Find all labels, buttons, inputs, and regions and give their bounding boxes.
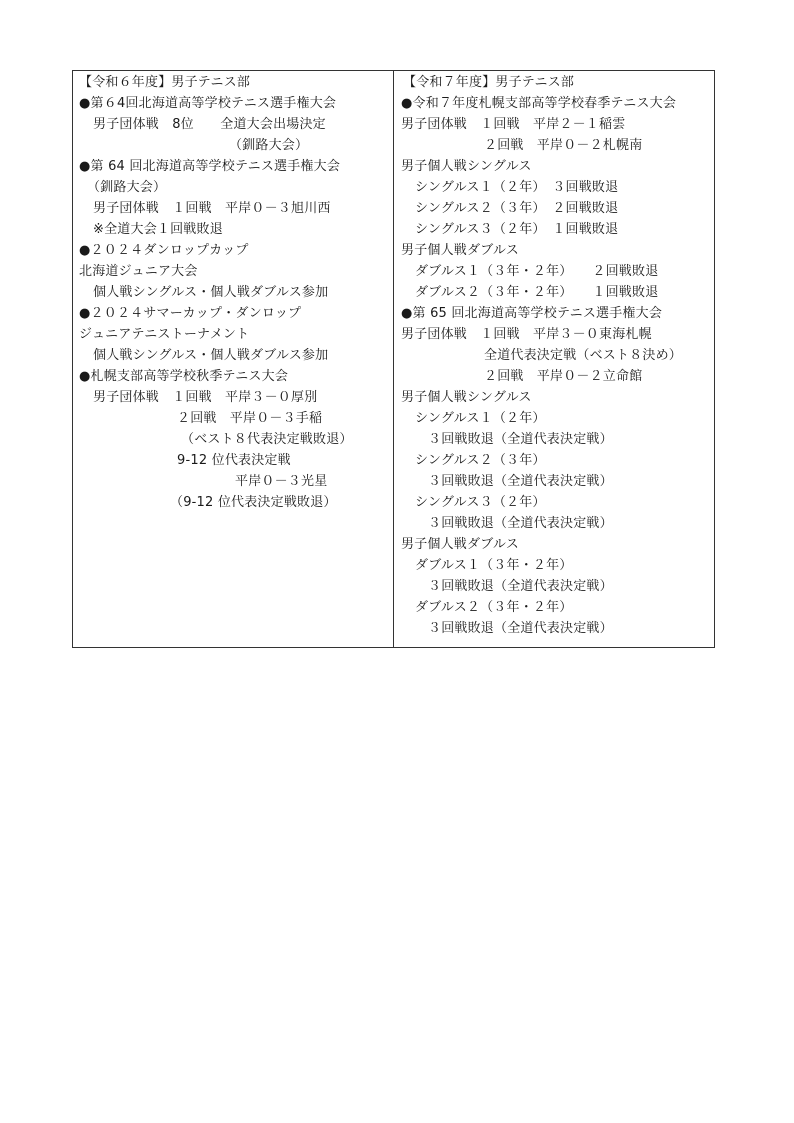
result-line: ダブルス２（３年・２年） １回戦敗退: [415, 285, 659, 300]
result-line: 平岸０－３光星: [235, 474, 328, 489]
player-entry: ダブルス２（３年・２年）: [415, 600, 573, 615]
tournament-title: ●第６4回北海道高等学校テニス選手権大会: [79, 96, 337, 111]
result-line: 男子団体戦 １回戦 平岸０－３旭川西: [93, 201, 331, 216]
venue-note: （釧路大会）: [229, 138, 309, 153]
result-note: 全道代表決定戦（ベスト８決め）: [484, 348, 683, 363]
event-heading: 男子個人戦シングルス: [401, 159, 532, 174]
tournament-subtitle: ジュニアテニストーナメント: [79, 327, 250, 342]
result-note: （9-12 位代表決定戦敗退）: [170, 495, 337, 510]
result-line: シングルス３（２年） １回戦敗退: [415, 222, 619, 237]
venue-note: （釧路大会）: [87, 180, 167, 195]
result-line: 個人戦シングルス・個人戦ダブルス参加: [93, 348, 329, 363]
result-line: ３回戦敗退（全道代表決定戦）: [428, 516, 613, 531]
reiwa7-heading: 【令和７年度】男子テニス部: [403, 75, 575, 90]
result-line: 男子団体戦 １回戦 平岸３－０東海札幌: [401, 327, 652, 342]
tournament-title: ●２０２４サマーカップ・ダンロップ: [79, 306, 302, 321]
results-table: [72, 70, 715, 648]
event-heading: 男子個人戦ダブルス: [401, 537, 519, 552]
result-note: （ベスト８代表決定戦敗退）: [181, 432, 353, 447]
result-line: ３回戦敗退（全道代表決定戦）: [428, 579, 613, 594]
result-line: ３回戦敗退（全道代表決定戦）: [428, 474, 613, 489]
result-line: ３回戦敗退（全道代表決定戦）: [428, 621, 613, 636]
result-line: 男子団体戦 8位 全道大会出場決定: [93, 117, 326, 132]
tournament-title: ●札幌支部高等学校秋季テニス大会: [79, 369, 289, 384]
result-line: ２回戦 平岸０－３手稲: [177, 411, 323, 426]
result-line: ダブルス１（３年・２年） ２回戦敗退: [415, 264, 659, 279]
tournament-title: ●令和７年度札幌支部高等学校春季テニス大会: [401, 96, 677, 111]
result-note: ※全道大会１回戦敗退: [93, 222, 223, 237]
result-line: シングルス２（３年） ２回戦敗退: [415, 201, 619, 216]
tournament-title: ●第 64 回北海道高等学校テニス選手権大会: [79, 159, 341, 174]
result-line: 男子団体戦 １回戦 平岸２－１稲雲: [401, 117, 626, 132]
tournament-title: ●第 65 回北海道高等学校テニス選手権大会: [401, 306, 663, 321]
reiwa6-column: [73, 71, 394, 647]
result-line: シングルス１（２年） ３回戦敗退: [415, 180, 619, 195]
player-entry: シングルス１（２年）: [415, 411, 546, 426]
tournament-subtitle: 北海道ジュニア大会: [79, 264, 198, 279]
result-line: ２回戦 平岸０－２札幌南: [484, 138, 643, 153]
result-line: ２回戦 平岸０－２立命館: [484, 369, 643, 384]
player-entry: シングルス２（３年）: [415, 453, 546, 468]
reiwa6-heading: 【令和６年度】男子テニス部: [79, 75, 251, 90]
result-line: 男子団体戦 １回戦 平岸３－０厚別: [93, 390, 318, 405]
player-entry: ダブルス１（３年・２年）: [415, 558, 573, 573]
result-line: 9-12 位代表決定戦: [177, 453, 291, 468]
result-line: ３回戦敗退（全道代表決定戦）: [428, 432, 613, 447]
player-entry: シングルス３（２年）: [415, 495, 546, 510]
reiwa7-column: [394, 71, 714, 647]
event-heading: 男子個人戦ダブルス: [401, 243, 519, 258]
tournament-title: ●２０２４ダンロップカップ: [79, 243, 249, 258]
event-heading: 男子個人戦シングルス: [401, 390, 532, 405]
result-line: 個人戦シングルス・個人戦ダブルス参加: [93, 285, 329, 300]
